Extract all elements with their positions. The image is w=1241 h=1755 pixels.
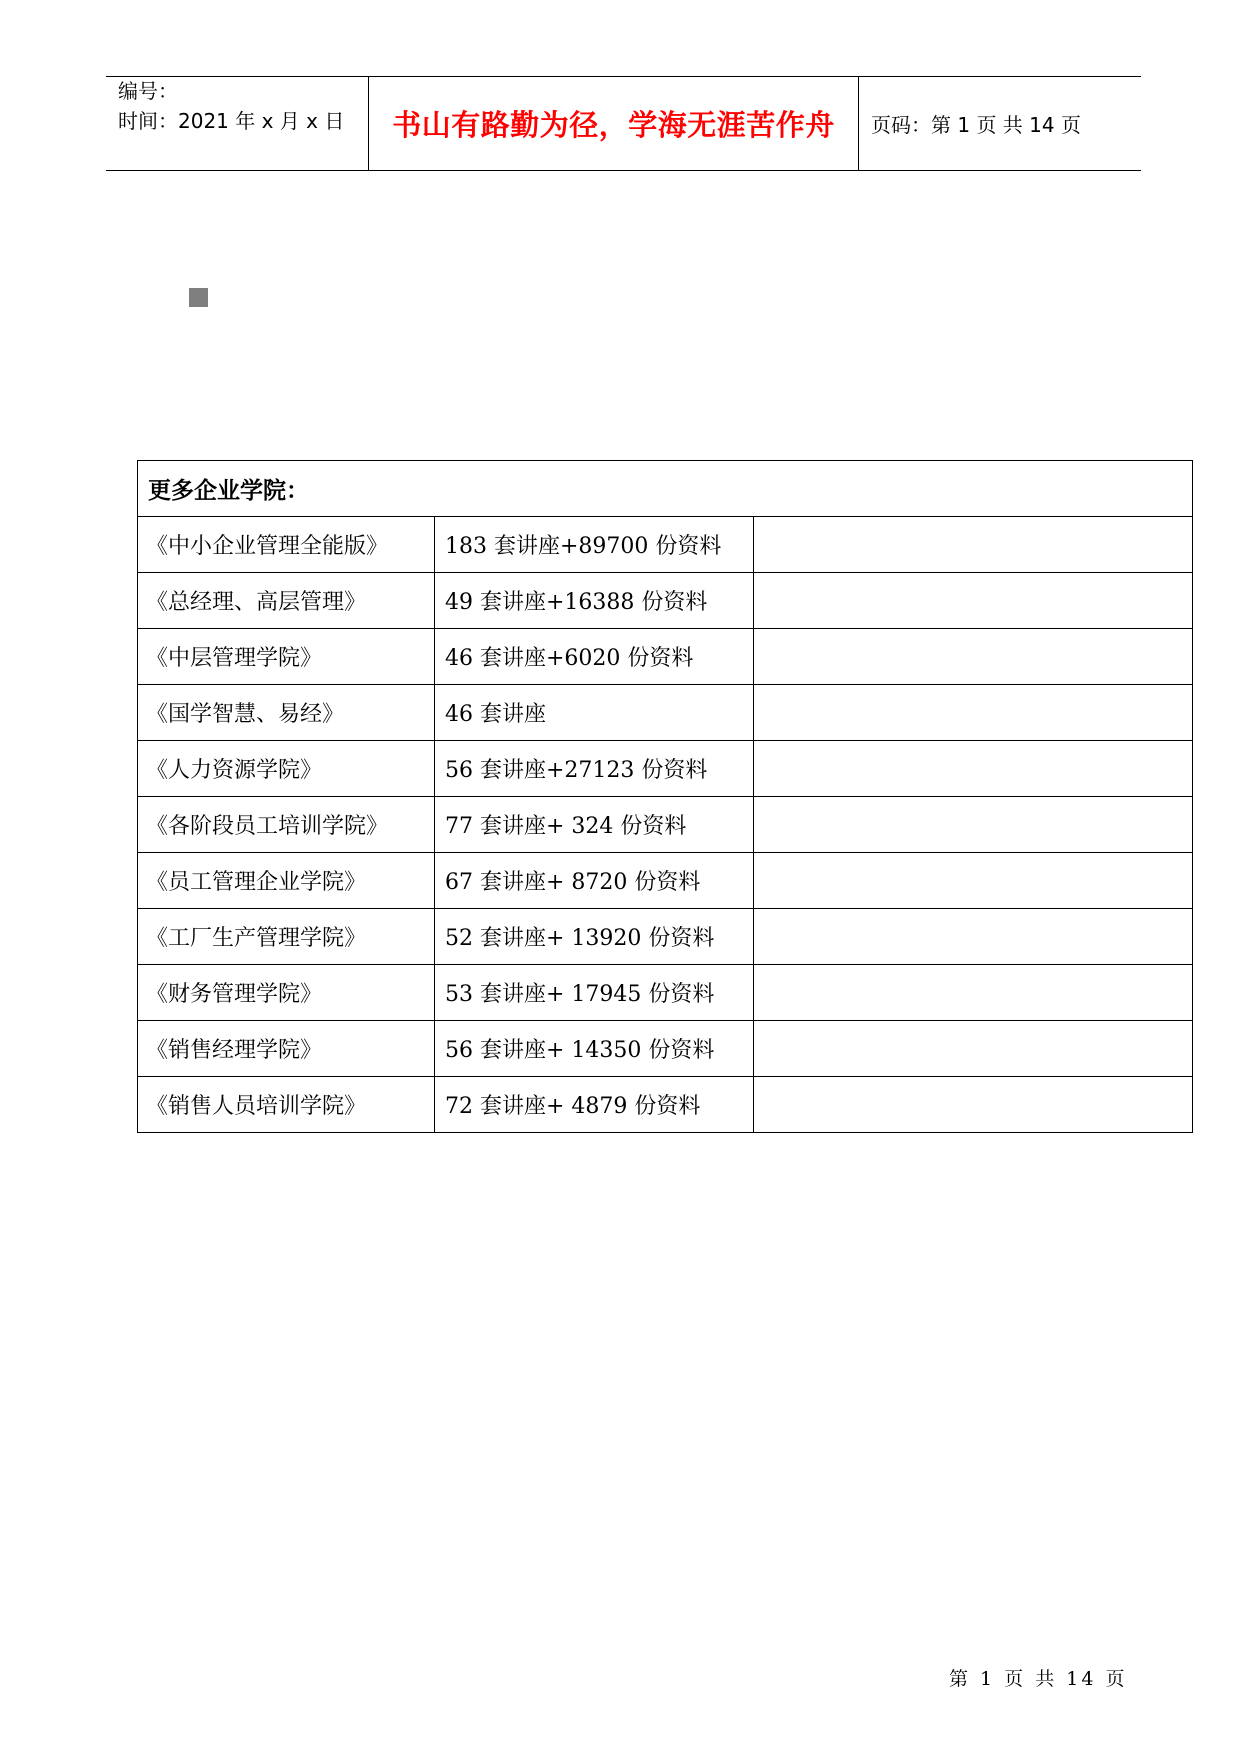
page-footer: 第 1 页 共 14 页 bbox=[949, 1668, 1128, 1690]
academy-extra bbox=[754, 573, 1193, 629]
table-row bbox=[138, 741, 1193, 797]
academy-detail: 67 套讲座+ 8720 份资料 bbox=[435, 853, 754, 909]
table-row bbox=[138, 797, 1193, 853]
academy-extra bbox=[754, 909, 1193, 965]
academy-detail: 46 套讲座+6020 份资料 bbox=[435, 629, 754, 685]
table-row bbox=[138, 685, 1193, 741]
academy-extra bbox=[754, 853, 1193, 909]
header-page-number: 页码：第 1 页 共 14 页 bbox=[871, 113, 1081, 137]
academy-detail: 56 套讲座+ 14350 份资料 bbox=[435, 1021, 754, 1077]
academy-name: 《人力资源学院》 bbox=[138, 741, 435, 797]
table-row bbox=[138, 1021, 1193, 1077]
table-row bbox=[138, 573, 1193, 629]
table-row bbox=[138, 965, 1193, 1021]
academy-detail: 72 套讲座+ 4879 份资料 bbox=[435, 1077, 754, 1133]
table-row bbox=[138, 853, 1193, 909]
academy-name: 《销售人员培训学院》 bbox=[138, 1077, 435, 1133]
academy-extra bbox=[754, 1077, 1193, 1133]
academy-extra bbox=[754, 629, 1193, 685]
academy-detail: 77 套讲座+ 324 份资料 bbox=[435, 797, 754, 853]
academy-name: 《工厂生产管理学院》 bbox=[138, 909, 435, 965]
table-row bbox=[138, 909, 1193, 965]
document-time-label: 时间：2021 年 x 月 x 日 bbox=[118, 109, 345, 133]
square-bullet-icon bbox=[189, 288, 208, 307]
academy-extra bbox=[754, 741, 1193, 797]
academy-name: 《中小企业管理全能版》 bbox=[138, 517, 435, 573]
table-row bbox=[138, 1077, 1193, 1133]
academy-extra bbox=[754, 685, 1193, 741]
table-title: 更多企业学院： bbox=[138, 461, 1193, 517]
academy-table bbox=[137, 460, 1193, 1133]
table-header-row bbox=[138, 461, 1193, 517]
academy-extra bbox=[754, 797, 1193, 853]
academy-extra bbox=[754, 1021, 1193, 1077]
academy-name: 《各阶段员工培训学院》 bbox=[138, 797, 435, 853]
academy-detail: 56 套讲座+27123 份资料 bbox=[435, 741, 754, 797]
header-motto-cell bbox=[369, 77, 859, 170]
academy-name: 《销售经理学院》 bbox=[138, 1021, 435, 1077]
academy-name: 《员工管理企业学院》 bbox=[138, 853, 435, 909]
motto-text: 书山有路勤为径，学海无涯苦作舟 bbox=[392, 108, 835, 142]
table-row bbox=[138, 629, 1193, 685]
academy-name: 《总经理、高层管理》 bbox=[138, 573, 435, 629]
academy-extra bbox=[754, 965, 1193, 1021]
header-info-cell bbox=[106, 77, 369, 170]
header-page-cell bbox=[859, 77, 1141, 170]
table-row bbox=[138, 517, 1193, 573]
academy-detail: 53 套讲座+ 17945 份资料 bbox=[435, 965, 754, 1021]
document-code-label: 编号： bbox=[118, 79, 178, 103]
academy-name: 《财务管理学院》 bbox=[138, 965, 435, 1021]
academy-name: 《国学智慧、易经》 bbox=[138, 685, 435, 741]
academy-detail: 46 套讲座 bbox=[435, 685, 754, 741]
academy-detail: 183 套讲座+89700 份资料 bbox=[435, 517, 754, 573]
academy-detail: 49 套讲座+16388 份资料 bbox=[435, 573, 754, 629]
academy-name: 《中层管理学院》 bbox=[138, 629, 435, 685]
academy-extra bbox=[754, 517, 1193, 573]
document-header bbox=[106, 76, 1141, 171]
academy-detail: 52 套讲座+ 13920 份资料 bbox=[435, 909, 754, 965]
